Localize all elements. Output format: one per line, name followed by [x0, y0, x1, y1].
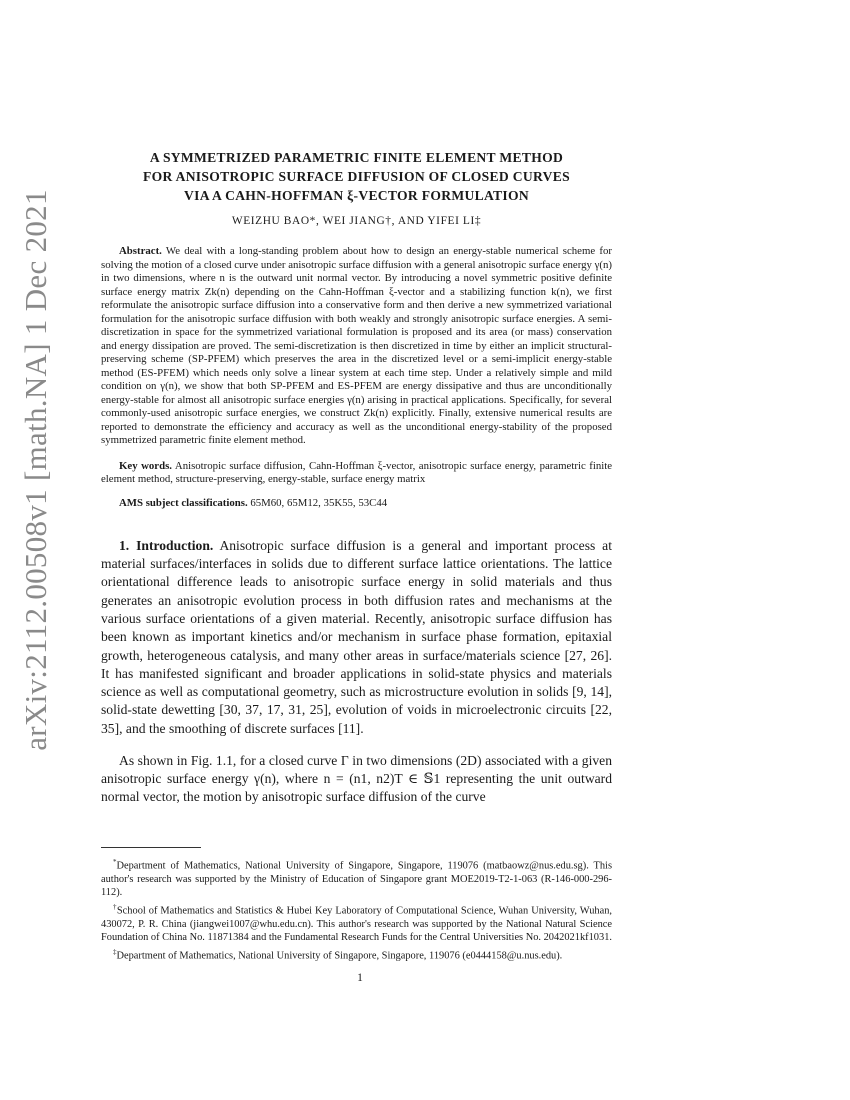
paper-title: [101, 148, 612, 205]
footnotes: [101, 847, 612, 965]
title-line-3: VIA A CAHN-HOFFMAN ξ-VECTOR FORMULATION: [183, 188, 530, 203]
introduction-paragraph-1: [101, 537, 612, 738]
paper-body: [101, 148, 612, 820]
title-line-1: A SYMMETRIZED PARAMETRIC FINITE ELEMENT METHOD: [149, 150, 564, 165]
intro-text-2: As shown in Fig. 1.1, for a closed curve Γ in two dimensions (2D) associated with a given anisotropic surface energy γ(n), where n = (n1, n2)T ∈ 𝕊1 representing the unit outward normal vector, the motion by anisotropic surface diffusion of the curve: [101, 752, 612, 805]
ams-classifications: [101, 497, 612, 511]
author-list: WEIZHU BAO*, WEI JIANG†, AND YIFEI LI‡: [231, 215, 482, 227]
footnote-2: [101, 901, 612, 944]
ams-label: AMS subject classifications.: [119, 497, 248, 510]
arxiv-sidebar: [10, 189, 62, 751]
footnote-3-text: Department of Mathematics, National University of Singapore, Singapore, 119076 (e0444158@u.nus.edu).: [116, 950, 563, 962]
abstract-text: We deal with a long-standing problem about how to design an energy-stable numerical scheme for solving the motion of a closed curve under anisotropic surface diffusion with a general anisotropic surface energy γ(n) in two dimensions, where n is the outward unit normal vector. By introducing a novel symmetric positive definite surface energy matrix Zk(n) depending on the Cahn-Hoffman ξ-vector and a stabilizing function k(n), we first reformulate the anisotropic surface diffusion into a conservative form and then derive a new symmetrized variational formulation for the anisotropic surface diffusion with both weakly and strongly anisotropic surface energies. A semi-discretization in space for the symmetrized variational formulation is proposed and its area (or mass) conservation and energy dissipation are proved. The semi-discretization is then discretized in time by either an implicit structural-preserving scheme (SP-PFEM) which preserves the area in the discretized level or a semi-implicit energy-stable method (ES-PFEM) which needs only solve a linear system at each time step. Under a relatively simple and mild condition on γ(n), we show that both SP-PFEM and ES-PFEM are energy dissipative and thus are unconditionally energy-stable for almost all anisotropic surface energies γ(n) arising in practical applications. Specifically, for several commonly-used anisotropic surface energies, we construct Zk(n) explicitly. Finally, extensive numerical results are reported to demonstrate the efficiency and accuracy as well as the unconditional energy-stability of the proposed symmetrized parametric finite element method.: [101, 245, 612, 446]
footnote-1: [101, 856, 612, 899]
footnote-2-text: School of Mathematics and Statistics & Hubei Key Laboratory of Computational Science, Wuhan University, Wuhan, 430072, P. R. China (jiangwei1007@whu.edu.cn). This author's research was supported by the National Natural Science Foundation of China No. 11871384 and the Fundamental Research Funds for the Central Universities No. 2042021kf1031.: [101, 905, 612, 943]
title-line-2: FOR ANISOTROPIC SURFACE DIFFUSION OF CLOSED CURVES: [143, 169, 570, 184]
introduction-paragraph-2: [101, 752, 612, 807]
footnote-1-text: Department of Mathematics, National University of Singapore, Singapore, 119076 (matbaowz@nus.edu.sg). This author's research was supported by the Ministry of Education of Singapore grant MOE2019-T2-1-063 (R-146-000-296-112).: [101, 860, 612, 898]
footnote-2-mark: †: [113, 903, 117, 912]
section-heading: 1. Introduction.: [119, 537, 214, 553]
keywords-label: Key words.: [119, 459, 172, 472]
footnote-rule: [101, 847, 201, 848]
abstract-label: Abstract.: [119, 245, 162, 257]
page-number: 1: [357, 972, 363, 984]
ams-text: 65M60, 65M12, 35K55, 53C44: [250, 497, 388, 510]
footnote-3-mark: ‡: [113, 948, 117, 957]
abstract: [101, 245, 612, 448]
keywords: [101, 460, 612, 487]
intro-text-1: Anisotropic surface diffusion is a general and important process at material surfaces/interfaces in solids due to different surface lattice orientations. The lattice orientational difference leads to anisotropic surface energy in solid materials and thus generates an anisotropic evolution process in both diffusion rates and mechanisms at the various surface orientations of a given material. Recently, anisotropic surface diffusion has been known as important kinetics and/or mechanism in surface phase formation, epitaxial growth, heterogeneous catalysis, and many other areas in surface/materials science [27, 26]. It has manifested significant and broader applications in solid-state physics and materials science as well as computational geometry, such as microstructure evolution in solids [9, 14], solid-state dewetting [30, 37, 17, 31, 25], evolution of voids in microelectronic circuits [22, 35], and the smoothing of discrete surfaces [11].: [101, 537, 612, 736]
keywords-text: Anisotropic surface diffusion, Cahn-Hoffman ξ-vector, anisotropic surface energy, parametric finite element method, structure-preserving, energy-stable, surface energy matrix: [101, 459, 613, 485]
footnote-3: [101, 946, 612, 963]
footnote-1-mark: *: [113, 858, 117, 866]
arxiv-identifier: arXiv:2112.00508v1 [math.NA] 1 Dec 2021: [18, 189, 53, 751]
